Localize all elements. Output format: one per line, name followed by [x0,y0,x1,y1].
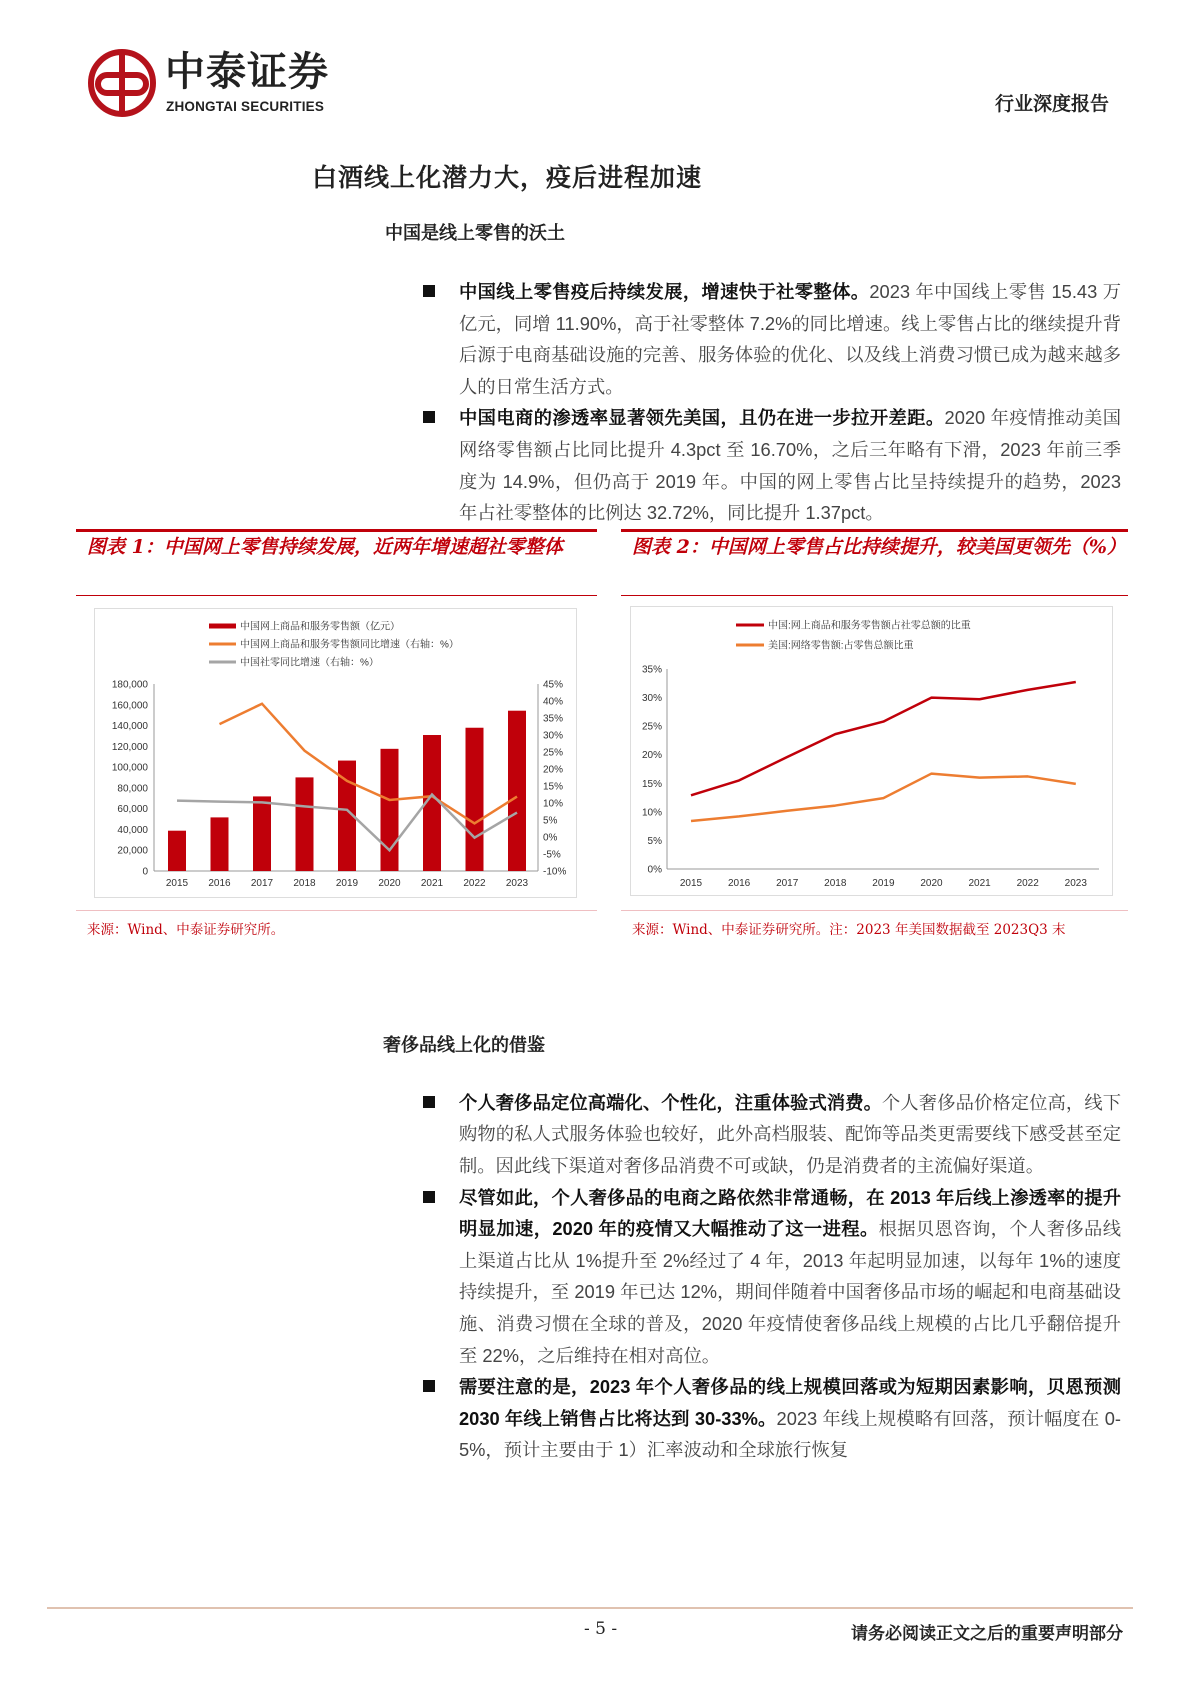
divider [76,595,597,597]
paragraph [459,1371,1121,1466]
x-tick-label: 2023 [1064,877,1087,889]
figures-row [0,529,1200,949]
figure-title: 图表 2：中国网上零售占比持续提升，较美国更领先（%） [632,535,1126,558]
y-right-tick-label: 10% [543,798,564,810]
divider [76,910,597,912]
y-left-tick-label: 160,000 [111,700,148,712]
series-line [691,682,1076,795]
y-left-tick-label: 100,000 [111,762,148,774]
bullet-item [0,1182,1200,1372]
footer-divider [47,1607,1133,1609]
x-tick-label: 2022 [1016,877,1039,889]
legend-label: 中国网上商品和服务零售额（亿元） [240,621,400,633]
bullet-item [0,1371,1200,1466]
page-title: 白酒线上化潜力大，疫后进程加速 [312,163,703,192]
y-right-tick-label: 35% [543,713,564,725]
paragraph [459,402,1121,528]
paragraph [459,1087,1121,1182]
x-tick-label: 2023 [505,877,529,889]
x-tick-label: 2015 [679,877,703,889]
divider [621,910,1128,912]
bar [466,727,484,870]
line-chart [631,607,1114,897]
x-tick-label: 2020 [920,877,943,889]
y-tick-label: 0% [647,864,662,876]
bar [211,817,229,871]
logo-text-en: ZHONGTAI SECURITIES [166,99,325,114]
y-left-tick-label: 0 [142,866,148,878]
bar-line-chart [95,609,578,899]
y-left-tick-label: 60,000 [117,803,148,815]
y-tick-label: 20% [641,749,662,761]
report-type: 行业深度报告 [994,93,1109,115]
bullet-icon [423,285,435,297]
main-content [0,276,1200,1466]
divider [621,595,1128,597]
bullet-icon [423,1096,435,1108]
y-right-tick-label: 5% [543,815,558,827]
legend-label: 中国社零同比增速（右轴：%） [240,657,379,669]
bullet-item [0,402,1200,528]
y-right-tick-label: 15% [543,781,564,793]
bullet-icon [423,1380,435,1392]
paragraph-lead: 中国电商的渗透率显著领先美国，且仍在进一步拉开差距。 [459,407,945,429]
bar [508,710,526,870]
paragraph [459,1182,1121,1372]
y-tick-label: 30% [641,692,662,704]
company-logo [87,47,367,119]
page-number: - 5 - [584,1619,618,1639]
x-tick-label: 2015 [165,877,189,889]
x-tick-label: 2017 [776,877,799,889]
bullet-item [0,1087,1200,1182]
x-tick-label: 2021 [968,877,991,889]
legend-label: 中国:网上商品和服务零售额占社零总额的比重 [768,620,971,632]
y-left-tick-label: 140,000 [111,720,148,732]
paragraph-text: 个人奢侈品价格定位高，线下购物的私人式服务体验也较好，此外高档服装、配饰等品类更需要线下感受甚至定制。因此线下渠道对奢侈品消费不可或缺，仍是消费者的主流偏好渠道。 [459,1091,1122,1176]
bullet-item [0,276,1200,402]
paragraph-text: 根据贝恩咨询，个人奢侈品线上渠道占比从 1%提升至 2%经过了 4 年，2013 年起明显加速，以每年 1%的速度持续提升，至 2019 年已达 12%，期间伴随着中国奢侈品市场的崛起和电商基础设施、消费习惯在全球的普及，2020 年疫情使奢侈品线上规模的占比几乎翻倍提升至 22%，之后维持在相对高位。 [459,1218,1121,1366]
y-right-tick-label: 20% [543,764,564,776]
x-tick-label: 2018 [293,877,316,889]
y-right-tick-label: 45% [543,679,564,691]
x-tick-label: 2019 [335,877,359,889]
y-right-tick-label: 0% [543,832,558,844]
paragraph-lead: 中国线上零售疫后持续发展，增速快于社零整体。 [459,281,870,302]
x-tick-label: 2018 [824,877,847,889]
y-tick-label: 10% [641,807,662,819]
bullet-icon [423,411,435,423]
figure-source: 来源：Wind、中泰证券研究所。注：2023 年美国数据截至 2023Q3 末 [632,921,1066,938]
chart-2 [630,606,1113,896]
bar [253,796,271,871]
y-right-tick-label: 25% [543,747,564,759]
series-line [691,773,1076,820]
section-heading: 奢侈品线上化的借鉴 [383,1034,545,1056]
y-right-tick-label: -5% [543,849,561,861]
y-tick-label: 35% [641,664,662,676]
y-right-tick-label: -10% [543,866,567,878]
y-right-tick-label: 40% [543,696,564,708]
x-tick-label: 2016 [208,877,231,889]
chart-1 [94,608,577,898]
bar [168,830,186,870]
y-tick-label: 25% [641,721,662,733]
x-tick-label: 2016 [727,877,751,889]
logo-emblem-icon [87,47,157,119]
paragraph-text: 2023 年中国线上零售 15.43 万亿元，同增 11.90%，高于社零整体 7.2%的同比增速。线上零售占比的继续提升背后源于电商基础设施的完善、服务体验的优化、以及线上消费习惯已成为越来越多人的日常生活方式。 [459,281,1121,397]
y-right-tick-label: 30% [543,730,564,742]
x-tick-label: 2020 [378,877,401,889]
y-left-tick-label: 180,000 [111,679,148,691]
logo-text-cn: 中泰证券 [165,49,329,95]
paragraph-lead: 尽管如此，个人奢侈品的电商之路依然非常通畅，在 2013 年后线上渗透率的提升明显加速，2020 年的疫情又大幅推动了这一进程。 [459,1186,1121,1240]
x-tick-label: 2017 [250,877,274,889]
y-left-tick-label: 40,000 [117,824,148,836]
y-tick-label: 15% [641,778,662,790]
x-tick-label: 2019 [872,877,895,889]
x-tick-label: 2021 [420,877,444,889]
paragraph-text: 2023 年线上规模略有回落，预计幅度在 0-5%，预计主要由于 1）汇率波动和全球旅行恢复 [459,1407,1121,1461]
y-tick-label: 5% [647,835,662,847]
paragraph-text: 2020 年疫情推动美国网络零售额占比同比提升 4.3pct 至 16.70%，之后三年略有下滑，2023 年前三季度为 14.9%，但仍高于 2019 年。中国的网上零售占比呈持续提升的趋势，2023 年占社零整体的比例达 32.72%，同比提升 1.37pct。 [459,407,1121,524]
footer-disclaimer: 请务必阅读正文之后的重要声明部分 [851,1624,1123,1644]
paragraph-lead: 需要注意的是，2023 年个人奢侈品的线上规模回落或为短期因素影响，贝恩预测 2030 年线上销售占比将达到 30-33%。 [459,1376,1121,1429]
bullet-icon [423,1191,435,1203]
y-left-tick-label: 120,000 [111,741,148,753]
paragraph-lead: 个人奢侈品定位高端化、个性化，注重体验式消费。 [459,1091,883,1113]
y-left-tick-label: 80,000 [117,783,148,795]
x-tick-label: 2022 [463,877,486,889]
figure-title: 图表 1：中国网上零售持续发展，近两年增速超社零整体 [87,535,563,558]
legend-label: 美国:网络零售额:占零售总额比重 [768,640,914,652]
figure-source: 来源：Wind、中泰证券研究所。 [87,921,285,938]
legend-label: 中国网上商品和服务零售额同比增速（右轴：%） [240,639,459,651]
paragraph [459,276,1121,402]
bar [381,749,399,871]
bar [296,777,314,871]
section-heading: 中国是线上零售的沃土 [385,223,565,244]
y-left-tick-label: 20,000 [117,845,148,857]
